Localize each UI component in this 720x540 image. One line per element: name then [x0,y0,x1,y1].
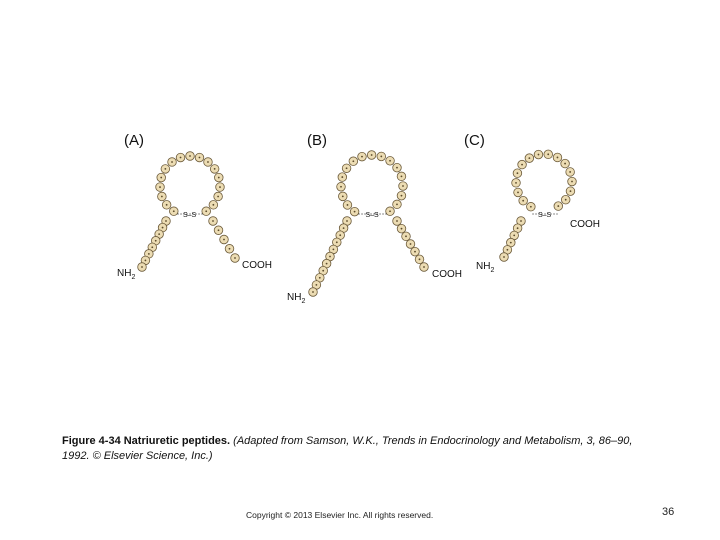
panel-label-a: (A) [124,132,144,149]
loop-residue-mark [354,211,356,213]
loop-residue-mark [161,196,163,198]
loop-residue-mark [219,186,221,188]
peptide-diagram-c [476,150,600,274]
loop-residue-mark [164,168,166,170]
n-tail-residue-mark [145,260,147,262]
loop-residue-mark [389,210,391,212]
n-tail-residue-mark [316,284,318,286]
loop-residue-mark [530,206,532,208]
loop-residue-mark [380,156,382,158]
loop-residue-mark [571,181,573,183]
c-terminus-label: COOH [242,260,272,271]
n-tail-residue-mark [346,220,348,222]
n-terminus-label: $NH_2$ [287,292,306,305]
peptide-diagram-b [287,151,462,305]
loop-residue-mark [171,161,173,163]
n-tail-residue-mark [343,227,345,229]
n-tail-residue-mark [520,220,522,222]
loop-residue-mark [521,164,523,166]
caption-citation: (Adapted from Samson, W.K., Trends in Endocrinology and Metabolism, 3, 86–90, 1992. © Elsevier Science, Inc.) [62,435,633,462]
loop-residue-mark [205,210,207,212]
loop-residue-mark [401,175,403,177]
n-tail-residue-mark [151,246,153,248]
loop-residue-mark [547,153,549,155]
loop-residue-mark [371,154,373,156]
loop-residue-mark [538,154,540,156]
c-tail-residue-mark [419,258,421,260]
c-tail-residue-mark [414,251,416,253]
loop-residue-mark [199,157,201,159]
loop-residue-mark [342,195,344,197]
n-tail-residue-mark [319,277,321,279]
c-tail-residue-mark [229,248,231,250]
loop-residue-mark [517,172,519,174]
c-tail-residue-mark [396,220,398,222]
n-terminus-label: $NH_2$ [476,261,495,274]
c-tail-residue-mark [423,266,425,268]
loop-residue-mark [401,195,403,197]
loop-residue-mark [352,160,354,162]
loop-residue-mark [218,177,220,179]
loop-residue-mark [402,185,404,187]
loop-residue-mark [166,204,168,206]
loop-residue-mark [212,204,214,206]
loop-residue-mark [361,156,363,158]
loop-residue-mark [396,203,398,205]
loop-residue-mark [557,205,559,207]
n-tail-residue-mark [148,253,150,255]
loop-residue-mark [173,210,175,212]
loop-residue-mark [180,157,182,159]
n-tail-residue-mark [510,242,512,244]
loop-residue-mark [207,161,209,163]
loop-residue-mark [396,167,398,169]
n-tail-residue-mark [339,234,341,236]
n-tail-residue-mark [333,249,335,251]
loop-residue-mark [565,199,567,201]
loop-residue-mark [160,177,162,179]
c-tail-residue-mark [212,220,214,222]
loop-residue-mark [214,168,216,170]
disulfide-label: S–S [183,212,197,219]
loop-residue-mark [341,176,343,178]
peptide-diagram-a [117,152,272,281]
loop-residue-mark [389,160,391,162]
loop-residue-mark [347,204,349,206]
c-tail-residue-mark [223,239,225,241]
loop-residue-mark [569,171,571,173]
disulfide-label: S–S [538,212,552,219]
n-tail-residue-mark [329,256,331,258]
c-tail-residue-mark [410,243,412,245]
loop-residue-mark [217,196,219,198]
n-tail-residue-mark [162,227,164,229]
c-tail-residue-mark [401,228,403,230]
loop-residue-mark [517,192,519,194]
loop-residue-mark [189,155,191,157]
loop-residue-mark [515,182,517,184]
n-tail-residue-mark [513,235,515,237]
c-tail-residue-mark [405,235,407,237]
loop-residue-mark [557,157,559,159]
c-tail-residue-mark [234,257,236,259]
loop-residue-mark [159,186,161,188]
page-number: 36 [662,506,675,518]
c-terminus-label: COOH [570,219,600,230]
panel-label-b: (B) [307,132,327,149]
n-tail-residue-mark [312,291,314,293]
loop-residue-mark [346,167,348,169]
copyright-notice: Copyright © 2013 Elsevier Inc. All rights reserved. [246,510,434,520]
caption-title: Figure 4-34 Natriuretic peptides. [62,435,231,447]
loop-residue-mark [340,186,342,188]
figure-caption [62,434,652,464]
disulfide-label: S–S [365,212,379,219]
c-tail-residue-mark [218,229,220,231]
loop-residue-mark [564,163,566,165]
loop-residue-mark [528,157,530,159]
n-tail-residue-mark [326,263,328,265]
n-tail-residue-mark [165,220,167,222]
c-terminus-label: COOH [432,269,462,280]
n-tail-residue-mark [155,240,157,242]
n-terminus-label: $NH_2$ [117,268,136,281]
n-tail-residue-mark [503,256,505,258]
n-tail-residue-mark [158,233,160,235]
n-tail-residue-mark [517,227,519,229]
n-tail-residue-mark [322,270,324,272]
n-tail-residue-mark [507,249,509,251]
loop-residue-mark [522,200,524,202]
loop-residue-mark [570,190,572,192]
n-tail-residue-mark [336,241,338,243]
n-tail-residue-mark [141,266,143,268]
panel-label-c: (C) [464,132,485,149]
